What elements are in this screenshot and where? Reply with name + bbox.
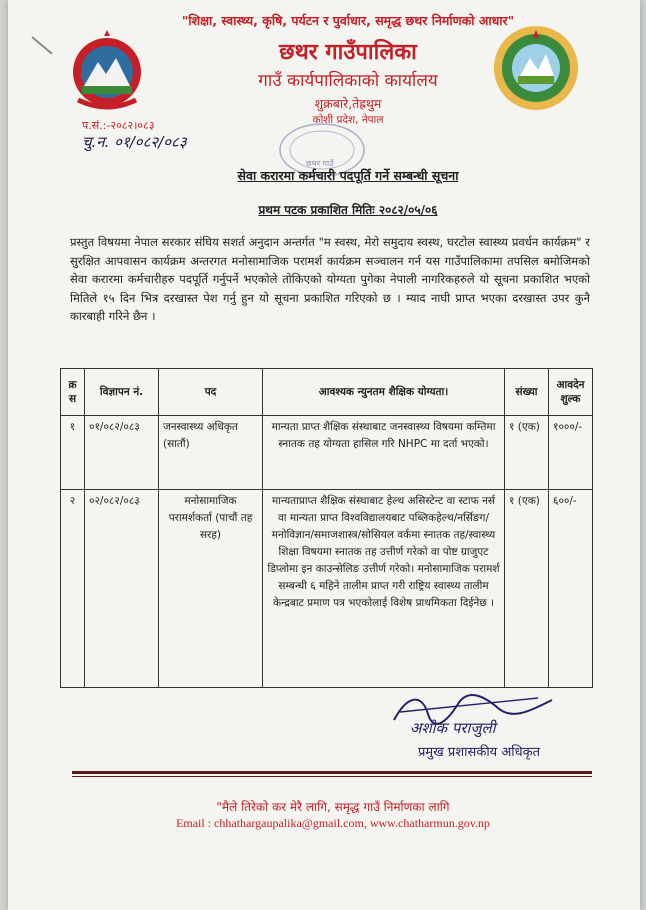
stamp-text: छथर गाउँ	[306, 159, 334, 168]
municipality-name: छथर गाउँपालिका	[279, 40, 417, 65]
footer-contact: Email : chhathargaupalika@gmail.com, www.chatharmun.gov.np	[176, 816, 490, 830]
cell-fee: ६००/-	[549, 490, 593, 688]
pen-mark	[31, 36, 52, 54]
footer-divider-thin	[72, 776, 592, 777]
motto: "शिक्षा, स्वास्थ्य, कृषि, पर्यटन र पुर्वाधार, समृद्ध छथर निर्माणको आधार"	[181, 13, 515, 28]
published-date: प्रथम पटक प्रकाशित मितिः २०८२/०५/०६	[258, 203, 438, 217]
vacancy-table	[60, 368, 593, 688]
province: कोशी प्रदेश, नेपाल	[312, 114, 384, 126]
dispatch-number: चु.न. ०१/०८२/०८३	[82, 133, 187, 151]
col-header-fee: आवदेन शुल्क	[549, 369, 593, 416]
table-row	[61, 416, 593, 490]
col-header-sn: क्र स	[61, 369, 85, 416]
reference-number: प.सं.:-२०८२।०८३	[82, 119, 155, 132]
table-header-row	[61, 369, 593, 416]
table-row	[61, 490, 593, 688]
col-header-post: पद	[159, 369, 263, 416]
cell-qualification: मान्यताप्राप्त शैक्षिक संस्थाबाट हेल्थ असिस्टेन्ट वा स्टाफ नर्स वा मान्यता प्राप्त विश्वविद्यालयबाट पब्लिकहेल्थ/नर्सिङग/मनोविज्ञान/समाजशास्त्र/सोसियल वर्कमा स्नातक तह/स्वास्थ्य शिक्षा विषयमा स्नातक तह उत्तीर्ण गरेको वा पोष्ट ग्राजुएट डिप्लोमा इन काउन्सेलिङ उत्तीर्ण गरेको। मनोसामाजिक परामर्श सम्बन्धी ६ महिने तालीम प्राप्त गरी राष्ट्रिय स्वास्थ्य तालीम केन्द्रबाट प्रमाण पत्र भएकोलाई विशेष प्राथमिकता दिईनेछ ।	[263, 490, 505, 688]
notice-heading: सेवा करारमा कर्मचारी पदपूर्ति गर्ने सम्बन्धी सूचना	[237, 168, 459, 183]
cell-post: जनस्वास्थ्य अधिकृत (सातौं)	[159, 416, 263, 490]
footer-divider	[72, 771, 592, 774]
col-header-qualification: आवश्यक न्युनतम शैक्षिक योग्यता।	[263, 369, 505, 416]
office-name: गाउँ कार्यपालिकाको कार्यालय	[258, 71, 438, 91]
col-header-count: संख्या	[505, 369, 549, 416]
cell-post: मनोसामाजिक परामर्शकर्ता (पाचौं तह सरह)	[159, 490, 263, 688]
cell-fee: १०००/-	[549, 416, 593, 490]
cell-adv-no: ०१/०८२/०८३	[85, 416, 159, 490]
cell-count: १ (एक)	[505, 490, 549, 688]
signer-name: अशोक पराजुली	[410, 719, 496, 737]
cell-count: १ (एक)	[505, 416, 549, 490]
cell-sn: १	[61, 416, 85, 490]
notice-body: प्रस्तुत विषयमा नेपाल सरकार संघिय सशर्त अनुदान अन्तर्गत "म स्वस्थ, मेरो समुदाय स्वस्थ, घरटोल स्वास्थ्य प्रवर्धन कार्यक्रम" र सुरक्षित आपवासन कार्यक्रम अन्तरगत मनोसामाजिक परामर्श कार्यक्रम सञ्चालन गर्न यस गाउँपालिकामा तपसिल बमोजिमको सेवा करारमा कर्मचारीहरु पदपूर्ति गर्नुपर्ने भएकोले तोकिएको योग्यता पुगेका नेपाली नागरिकहरुले यो सूचना प्रकाशित भएको मितिले १५ दिन भित्र दरखास्त पेश गर्नु हुन यो सूचना प्रकाशित गरिएको छ । म्याद नाघी प्राप्त भएका दरखास्त उपर कुनै कारबाही गरिने छैन ।	[70, 235, 590, 323]
cell-sn: २	[61, 490, 85, 688]
office-address: शुक्रबारे,तेह्रथुम	[314, 96, 382, 111]
letter-sheet	[8, 0, 640, 910]
cell-adv-no: ०२/०८२/०८३	[85, 490, 159, 688]
signer-title: प्रमुख प्रशासकीय अधिकृत	[418, 745, 541, 760]
cell-qualification: मान्यता प्राप्त शैक्षिक संस्थाबाट जनस्वास्थ्य विषयमा कम्तिमा स्नातक तह योग्यता हासिल गरि NHPC मा दर्ता भएको।	[263, 416, 505, 490]
nepal-emblem-icon	[68, 30, 146, 112]
col-header-adv-no: विज्ञापन नं.	[85, 369, 159, 416]
footer-slogan: "मैले तिरेको कर मेरै लागि, समृद्ध गाउँ निर्माणका लागि	[216, 800, 450, 814]
